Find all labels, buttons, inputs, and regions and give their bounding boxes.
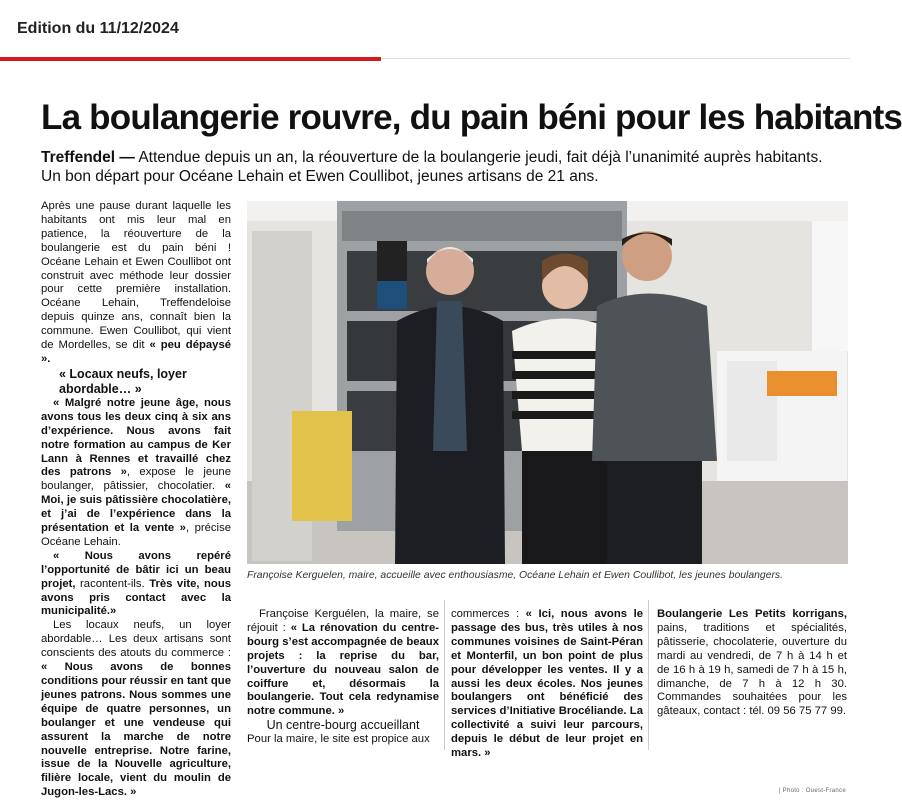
- col1-paragraph-2: « Malgré notre jeune âge, nous avons tous les deux cinq à six ans d’expérience. Nous avons fait notre formation au campus de Ker Lann à Rennes et travaillé chez des patrons », expose le jeune boulanger, pâtissier, chocolatier. « Moi, je suis pâtissière chocolatière, et j’ai de l’expérience dans la présentation et la vente », précise Océane Lehain.: [41, 396, 232, 548]
- col2-intertitle: Un centre-bourg accueillant: [266, 718, 420, 733]
- col2-paragraph-1: Françoise Kerguélen, la maire, se réjouit : « La rénovation du centre-bourg s’est accompagnée de beaux projets : la reprise du bar, l’ouverture du nouveau salon de coiffure et, désormais la boulangerie. Tout cela redynamise notre commune. »: [247, 608, 439, 718]
- col1-paragraph-1: Après une pause durant laquelle les habitants ont mis leur mal en patience, la réouverture de la boulangerie est du pain béni ! Océane Lehain et Ewen Coullibot ont construit avec méthode leur dossier pour cette première installation. Océane Lehain, Treffendeloise depuis quinze ans, connaît bien la commune. Ewen Coullibot, qui vient de Mordelles, se dit « peu dépaysé ».: [41, 200, 232, 365]
- red-rule: [0, 57, 381, 61]
- column-4: [657, 608, 847, 719]
- grey-rule: [381, 58, 850, 59]
- article-lead: [41, 148, 831, 186]
- col1-intertitle: « Locaux neufs, loyer abordable… »: [59, 366, 187, 396]
- practical-info: Boulangerie Les Petits korrigans, pains, traditions et spécialités, pâtisserie, chocolaterie, ouverture du mardi au vendredi, de 7 h à 14 h et de 16 h à 19 h, samedi de 7 h à 15 h, dimanche, de 7 h à 12 h 30. Commandes souhaitées pour les gâteaux, contact : tél. 09 56 75 77 99.: [657, 608, 847, 718]
- lead-text: Attendue depuis un an, la réouverture de la boulangerie jeudi, fait déjà l’unanimité auprès habitants. Un bon départ pour Océane Lehain et Ewen Coullibot, jeunes artisans de 21 ans.: [41, 149, 823, 185]
- photo-caption: Françoise Kerguelen, maire, accueille avec enthousiasme, Océane Lehain et Ewen Coullibot, les jeunes boulangers.: [247, 570, 784, 581]
- lead-location: Treffendel —: [41, 149, 135, 166]
- article-headline: La boulangerie rouvre, du pain béni pour les habitants: [41, 98, 902, 137]
- col1-paragraph-4: Les locaux neufs, un loyer abordable… Les deux artisans sont conscients des atouts du commerce : « Nous avons de bonnes conditions pour réussir en tant que jeunes patrons. Nous sommes une équipe de quatre personnes, un boulanger et une vendeuse qui assurent la marche de notre nouvelle entreprise. Notre farine, issue de la Nouvelle agriculture, filière locale, vient du moulin de Jugon-les-Lacs. »: [41, 619, 231, 799]
- column-separator: [648, 600, 649, 750]
- photo-credit: | Photo : Ouest-France: [778, 788, 846, 794]
- column-3: [451, 608, 643, 761]
- column-1: [41, 200, 231, 800]
- column-2: [247, 608, 439, 747]
- col1-paragraph-3: « Nous avons repéré l’opportunité de bâtir ici un beau projet, racontent-ils. Très vite, nous avons pris contact avec la municipalité.»: [41, 549, 231, 618]
- col3-paragraph-1: commerces : « Ici, nous avons le passage des bus, très utiles à nos communes voisines de Saint-Péran et Monterfil, un bon point de plus pour développer les ventes. Il y a aussi les deux écoles. Nos jeunes boulangers ont bénéficié des services d’Initiative Brocéliande. La collectivité a suivi leur parcours, depuis le début de leur projet en mars. »: [451, 608, 644, 760]
- edition-date: Edition du 11/12/2024: [17, 20, 179, 37]
- column-separator: [444, 600, 445, 750]
- col2-paragraph-2: Pour la maire, le site est propice aux: [247, 733, 430, 746]
- top-bar: [0, 0, 850, 62]
